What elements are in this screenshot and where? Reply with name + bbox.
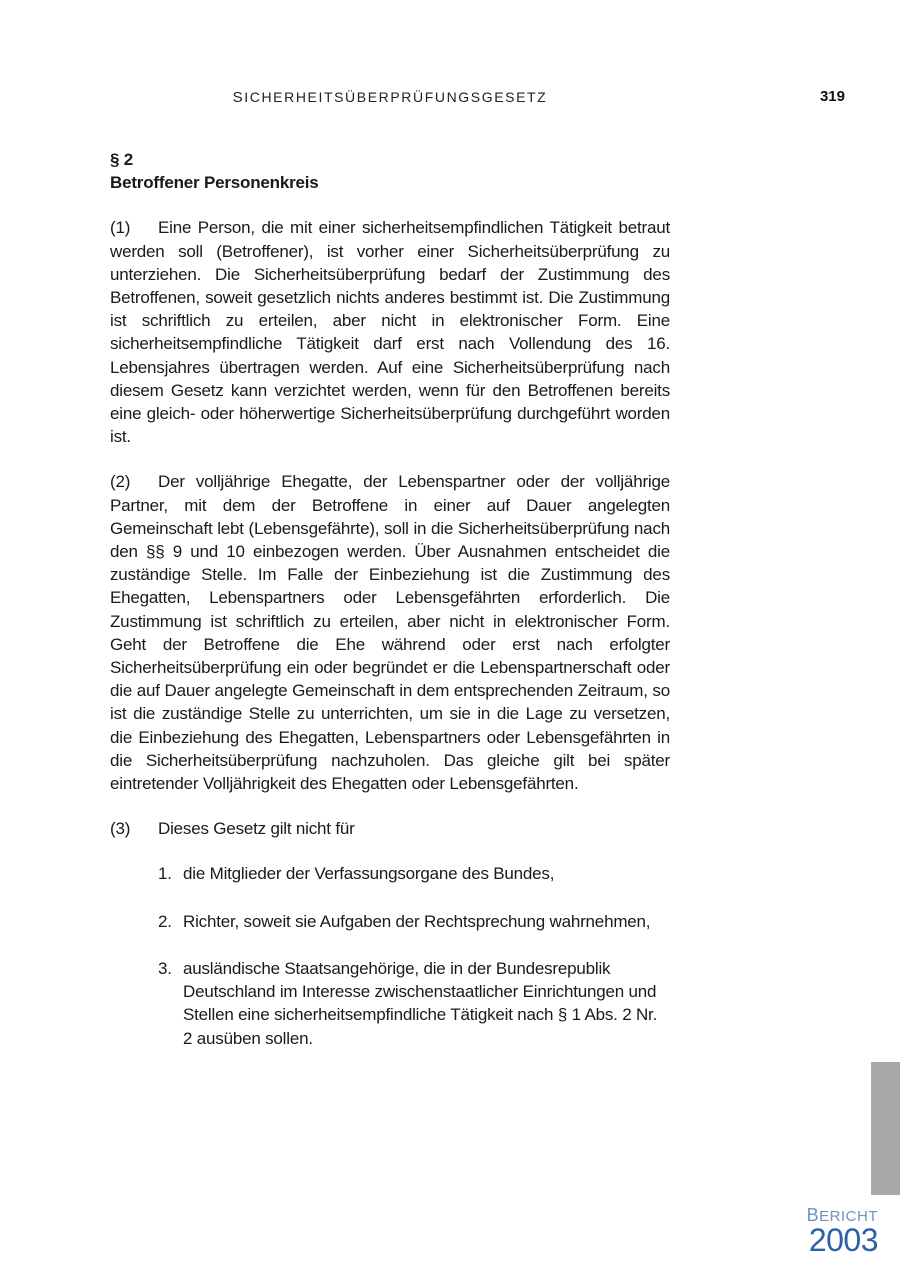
paragraph-2 <box>110 470 670 795</box>
list-item <box>110 862 670 885</box>
list-item-number: 1. <box>158 864 172 884</box>
running-title: ICHERHEITSÜBERPRÜFUNGSGESETZ <box>244 89 548 105</box>
paragraph-number: (1) <box>110 218 131 238</box>
running-header <box>0 89 780 106</box>
paragraph-text: Dieses Gesetz gilt nicht für <box>158 819 355 839</box>
logo-year: 2003 <box>808 1222 878 1258</box>
paragraph-number: (3) <box>110 819 131 839</box>
list-item-text: die Mitglieder der Verfassungsorgane des Bundes, <box>183 864 555 884</box>
section-number: § 2 <box>110 150 134 169</box>
paragraph-3 <box>110 817 670 840</box>
list-item-number: 2. <box>158 911 172 931</box>
paragraph-text: Eine Person, die mit einer sicherheitsempfindlichen Tätigkeit betraut werden soll (Betroffener), ist vorher einer Sicherheitsüberprüfung zu unterziehen. Die Sicherheitsüberprüfung bedarf der Zustimmung des Betroffenen, soweit gesetzlich nichts anderes bestimmt ist. Die Zustimmung ist schriftlich zu erteilen, aber nicht in elektronischer Form. Eine sicherheitsempfindliche Tätigkeit darf erst nach Vollendung des 16. Lebensjahres übertragen werden. Auf eine Sicherheitsüberprüfung nach diesem Gesetz kann verzichtet werden, wenn für den Betroffenen bereits eine gleich- oder höherwertige Sicherheitsüberprüfung durchgeführt worden ist. <box>110 218 670 447</box>
chapter-tab-marker <box>871 1062 900 1195</box>
paragraph-number: (2) <box>110 472 131 492</box>
document-body <box>110 148 670 1074</box>
list-item-text: Richter, soweit sie Aufgaben der Rechtsprechung wahrnehmen, <box>183 911 651 931</box>
section-title: Betroffener Personenkreis <box>110 173 319 193</box>
logo-word: BERICHT <box>806 1205 878 1225</box>
list-item <box>110 957 670 1050</box>
exception-list <box>110 862 670 1049</box>
running-title-initial: S <box>232 89 245 106</box>
list-item-text: ausländische Staatsangehörige, die in der Bundesrepublik Deutschland im Interesse zwischenstaatlicher Einrichtungen und Stellen eine sicherheitsempfindliche Tätigkeit nach § 1 Abs. 2 Nr. 2 ausüben sollen. <box>183 958 658 1048</box>
page-number: 319 <box>819 88 845 105</box>
report-logo <box>806 1205 878 1258</box>
list-item <box>110 910 670 933</box>
list-item-number: 3. <box>158 958 172 978</box>
paragraph-1 <box>110 216 670 448</box>
paragraph-text: Der volljährige Ehegatte, der Lebenspartner oder der volljährige Partner, mit dem der Betroffene in einer auf Dauer angelegten Gemeinschaft lebt (Lebensgefährte), soll in die Sicherheitsüberprüfung nach den §§ 9 und 10 einbezogen werden. Über Ausnahmen entscheidet die zuständige Stelle. Im Falle der Einbeziehung ist die Zustimmung des Ehegatten, Lebenspartners oder Lebensgefährten erforderlich. Die Zustimmung ist schriftlich zu erteilen, aber nicht in elektronischer Form. Geht der Betroffene die Ehe während oder erst nach erfolgter Sicherheitsüberprüfung ein oder begründet er die Lebenspartnerschaft oder die auf Dauer angelegte Gemeinschaft in dem entsprechenden Zeitraum, so ist die zuständige Stelle zu unterrichten, um sie in die Lage zu versetzen, die Einbeziehung des Ehegatten, Lebenspartners oder Lebensgefährten in die Sicherheitsüberprüfung nachzuholen. Das gleiche gilt bei später eintretender Volljährigkeit des Ehegatten oder Lebensgefährten. <box>110 472 670 794</box>
